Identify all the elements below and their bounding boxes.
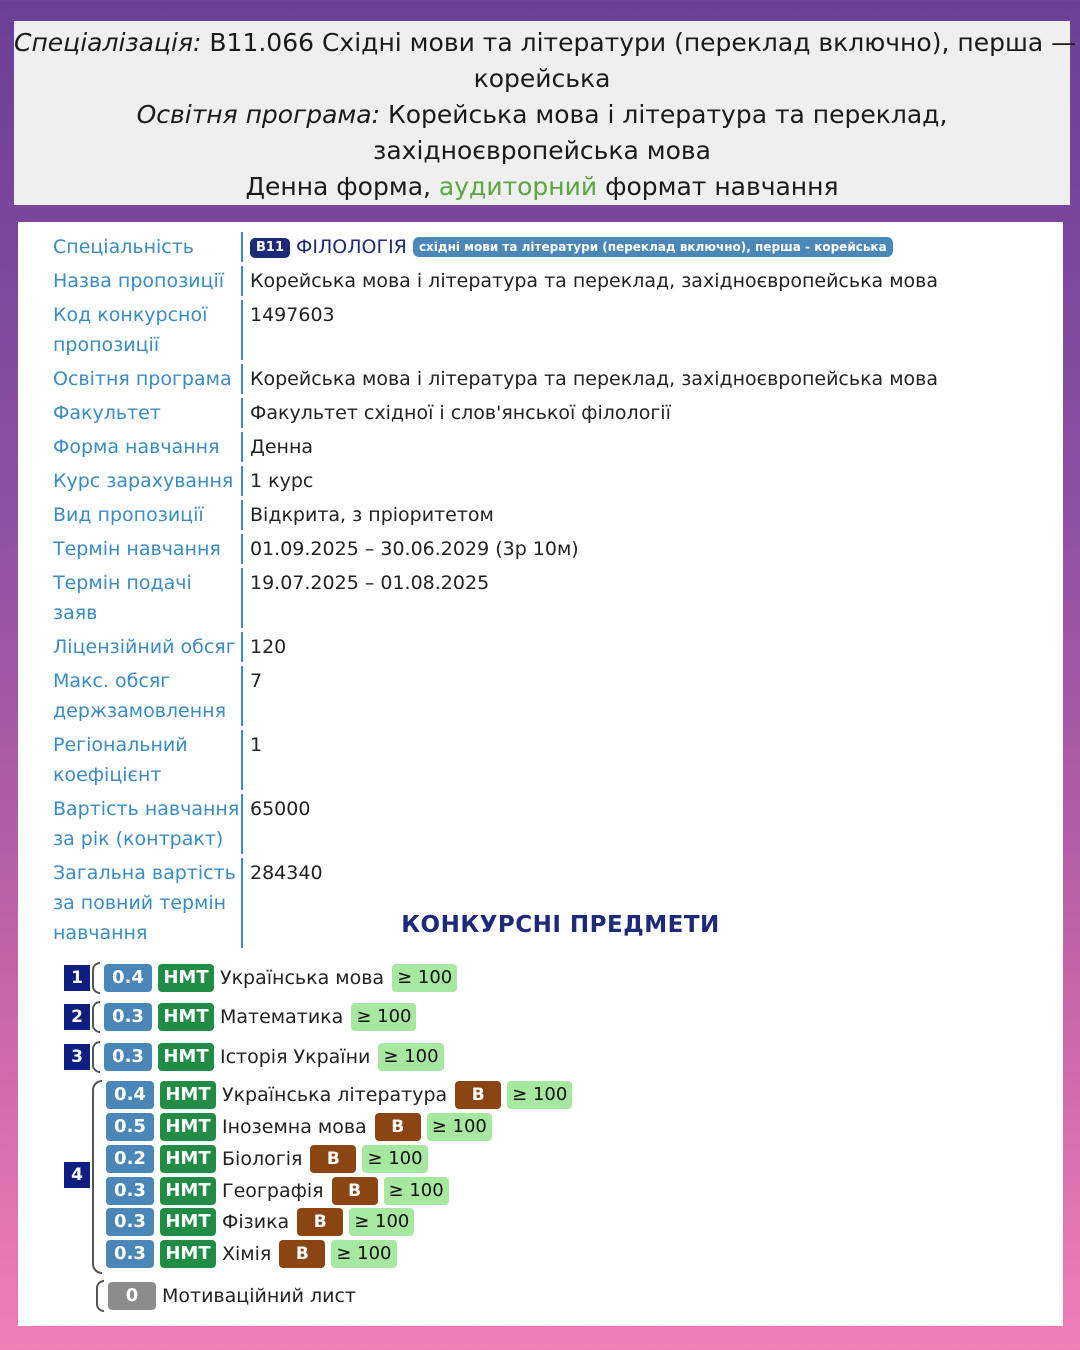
detail-label: Загальна вартість за повний термін навчання (53, 862, 236, 944)
exam-type-badge: НМТ (158, 1043, 214, 1071)
detail-value (250, 232, 1053, 262)
format-highlight: аудиторний (438, 172, 598, 201)
detail-label: Форма навчання (53, 436, 220, 458)
subject-name: Іноземна мова (222, 1116, 367, 1138)
coefficient-badge: 0.3 (106, 1177, 154, 1205)
detail-value: 65000 (250, 798, 311, 820)
subject-row (64, 1001, 416, 1033)
detail-value: 1 курс (250, 470, 314, 492)
detail-label: Назва пропозиції (53, 270, 225, 292)
coefficient-badge: 0.5 (106, 1113, 154, 1141)
detail-row (53, 298, 1053, 362)
detail-row (53, 630, 1053, 664)
detail-value: Відкрита, з пріоритетом (250, 504, 494, 526)
detail-label: Спеціальність (53, 236, 194, 258)
min-score-badge: ≥ 100 (427, 1113, 492, 1141)
priority-number: 4 (64, 1162, 90, 1188)
format-post: формат навчання (597, 172, 839, 201)
detail-label: Термін навчання (53, 538, 221, 560)
subject-row (106, 1113, 492, 1141)
detail-label: Ліцензійний обсяг (53, 636, 236, 658)
coefficient-badge: 0.4 (104, 964, 152, 992)
bracket (92, 1041, 100, 1073)
elective-badge: В (455, 1081, 501, 1109)
detail-row (53, 532, 1053, 566)
divider (241, 466, 243, 496)
divider (241, 730, 243, 790)
detail-row (53, 396, 1053, 430)
coefficient-badge: 0.3 (106, 1208, 154, 1236)
detail-value: Корейська мова і література та переклад, західноєвропейська мова (250, 270, 939, 292)
elective-badge: В (332, 1177, 378, 1205)
bracket (92, 1001, 100, 1033)
detail-row (53, 792, 1053, 856)
subject-row (106, 1145, 428, 1173)
spec-code-badge: B11 (250, 238, 290, 258)
min-score-badge: ≥ 100 (362, 1145, 427, 1173)
detail-label: Вид пропозиції (53, 504, 204, 526)
program-caption: Освітня програма: (136, 100, 381, 129)
detail-value: Корейська мова і література та переклад, західноєвропейська мова (250, 368, 939, 390)
exam-type-badge: НМТ (160, 1208, 216, 1236)
subject-row (106, 1081, 572, 1109)
divider (241, 432, 243, 462)
detail-value: 120 (250, 636, 287, 658)
motivation-row (94, 1280, 364, 1312)
subject-row (64, 962, 457, 994)
detail-label: Вартість навчання за рік (контракт) (53, 798, 240, 850)
spec-badge: східні мови та літератури (переклад включно), перша - корейська (413, 237, 893, 257)
divider (241, 364, 243, 394)
elective-badge: В (279, 1240, 325, 1268)
detail-label: Курс зарахування (53, 470, 234, 492)
detail-value: 01.09.2025 – 30.06.2029 (3р 10м) (250, 538, 579, 560)
detail-row (53, 264, 1053, 298)
detail-label: Код конкурсної пропозиції (53, 304, 208, 356)
header-banner (14, 21, 1077, 205)
subject-row (106, 1240, 397, 1268)
divider (241, 398, 243, 428)
min-score-badge: ≥ 100 (331, 1240, 396, 1268)
spec-text: B11.066 Східні мови та літератури (переклад включно), перша — (201, 28, 1077, 57)
detail-value: Факультет східної і слов'янської філології (250, 402, 671, 424)
subject-name: Українська мова (220, 967, 385, 989)
exam-type-badge: НМТ (160, 1177, 216, 1205)
bracket (96, 1280, 104, 1312)
min-score-badge: ≥ 100 (351, 1003, 416, 1031)
exam-type-badge: НМТ (160, 1240, 216, 1268)
min-score-badge: ≥ 100 (384, 1177, 449, 1205)
group-4-bracket (92, 1080, 102, 1274)
detail-value: 19.07.2025 – 01.08.2025 (250, 572, 490, 594)
subject-name: Мотиваційний лист (162, 1285, 356, 1307)
elective-badge: В (375, 1113, 421, 1141)
subject-name: Біологія (222, 1148, 303, 1170)
bracket (92, 962, 100, 994)
detail-row (53, 498, 1053, 532)
priority-number: 2 (64, 1004, 90, 1030)
detail-label: Регіональний коефіцієнт (53, 734, 188, 786)
spec-caption: Спеціалізація: (14, 28, 202, 57)
header-line-1 (14, 25, 1077, 61)
program-text: Корейська мова і література та переклад, (380, 100, 948, 129)
header-line-5 (14, 169, 1070, 205)
detail-label: Термін подачі заяв (53, 572, 192, 624)
divider (241, 568, 243, 628)
elective-badge: В (310, 1145, 356, 1173)
detail-row (53, 230, 1053, 264)
detail-label: Макс. обсяг держзамовлення (53, 670, 227, 722)
divider (241, 534, 243, 564)
detail-value: 1497603 (250, 304, 335, 326)
elective-badge: В (297, 1208, 343, 1236)
detail-row (53, 464, 1053, 498)
priority-number: 1 (64, 965, 90, 991)
subject-name: Фізика (222, 1211, 290, 1233)
header-line-2: корейська (473, 64, 611, 93)
subject-name: Хімія (222, 1243, 272, 1265)
detail-value: 284340 (250, 862, 323, 884)
coefficient-badge: 0 (108, 1282, 156, 1310)
divider (241, 666, 243, 726)
detail-row (53, 362, 1053, 396)
priority-number: 3 (64, 1044, 90, 1070)
subject-row (64, 1041, 444, 1073)
divider (241, 300, 243, 360)
header-line-3 (14, 97, 1070, 133)
exam-type-badge: НМТ (160, 1145, 216, 1173)
detail-value: 7 (250, 670, 263, 692)
format-pre: Денна форма, (245, 172, 439, 201)
coefficient-badge: 0.3 (104, 1043, 152, 1071)
min-score-badge: ≥ 100 (349, 1208, 414, 1236)
subjects-title: КОНКУРСНІ ПРЕДМЕТИ (401, 912, 720, 938)
subject-name: Українська література (222, 1084, 448, 1106)
subject-name: Історія України (220, 1046, 371, 1068)
offer-details (53, 230, 1053, 950)
divider (241, 500, 243, 530)
exam-type-badge: НМТ (160, 1113, 216, 1141)
coefficient-badge: 0.3 (104, 1003, 152, 1031)
subject-name: Математика (220, 1006, 344, 1028)
detail-row (53, 728, 1053, 792)
subject-row (106, 1177, 449, 1205)
divider (241, 266, 243, 296)
coefficient-badge: 0.4 (106, 1081, 154, 1109)
detail-row (53, 430, 1053, 464)
coefficient-badge: 0.2 (106, 1145, 154, 1173)
subject-name: Географія (222, 1180, 324, 1202)
spec-name: ФІЛОЛОГІЯ (296, 236, 407, 258)
exam-type-badge: НМТ (158, 1003, 214, 1031)
divider (241, 794, 243, 854)
detail-row (53, 566, 1053, 630)
detail-label: Освітня програма (53, 368, 232, 390)
detail-value: Денна (250, 436, 314, 458)
divider (241, 232, 243, 262)
exam-type-badge: НМТ (160, 1081, 216, 1109)
detail-label: Факультет (53, 402, 161, 424)
coefficient-badge: 0.3 (106, 1240, 154, 1268)
subject-row (106, 1208, 414, 1236)
header-line-4: західноєвропейська мова (373, 136, 711, 165)
detail-value: 1 (250, 734, 263, 756)
detail-row (53, 664, 1053, 728)
min-score-badge: ≥ 100 (507, 1081, 572, 1109)
min-score-badge: ≥ 100 (378, 1043, 443, 1071)
min-score-badge: ≥ 100 (392, 964, 457, 992)
divider (241, 632, 243, 662)
exam-type-badge: НМТ (158, 964, 214, 992)
